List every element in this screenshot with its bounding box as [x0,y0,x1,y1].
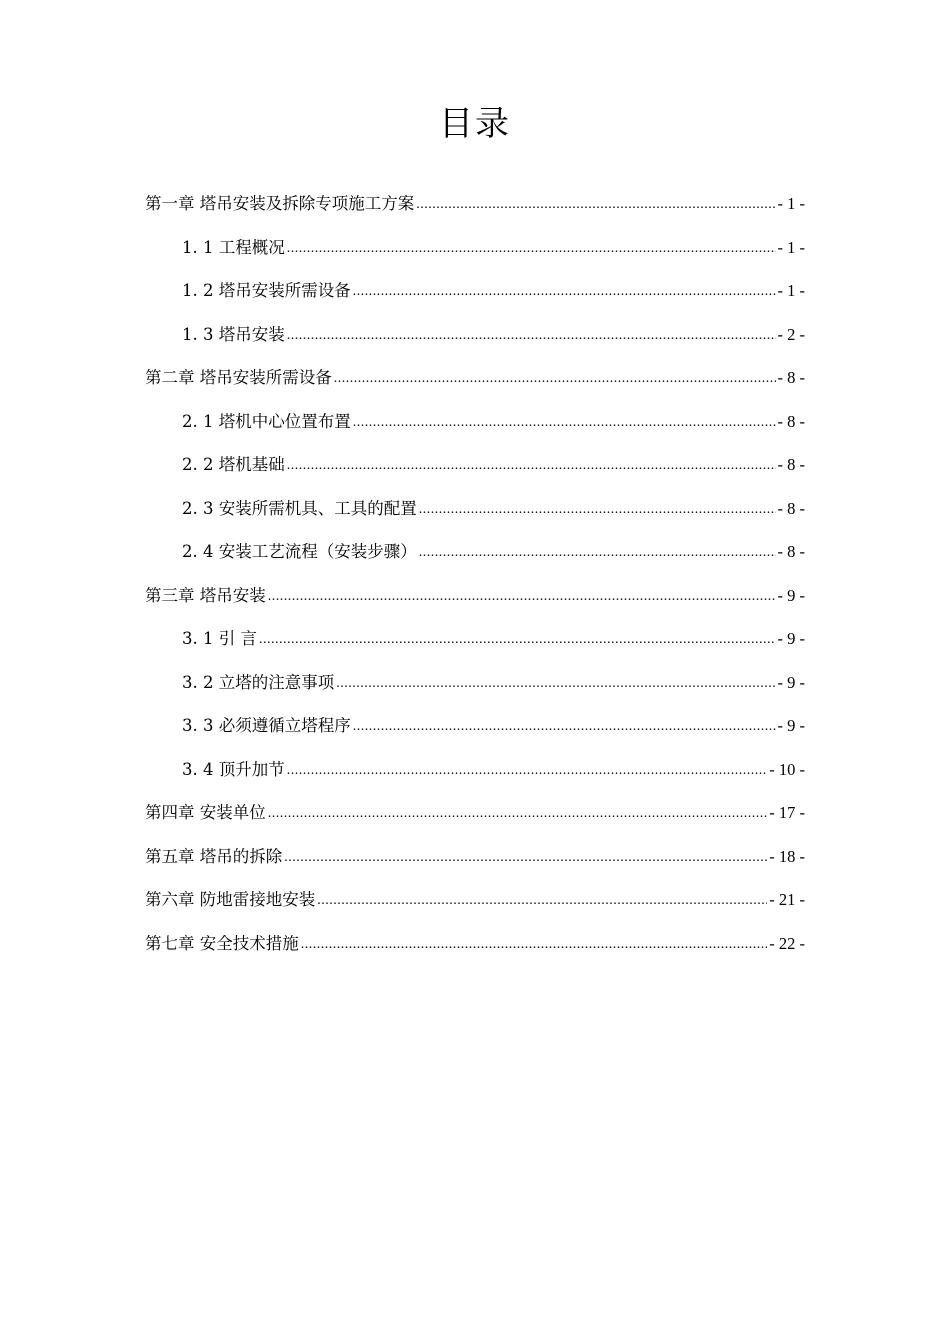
toc-entry[interactable] [145,313,805,357]
toc-entry[interactable] [145,530,805,574]
toc-entry-text: 2. 1 塔机中心位置布置 [182,411,351,431]
toc-dot-leader [287,227,776,271]
toc-entry-text: 第一章 塔吊安装及拆除专项施工方案 [145,194,415,213]
toc-page-number: - 1 - [777,237,805,257]
toc-dot-leader [334,357,776,401]
toc-dot-leader [353,705,776,749]
toc-dot-leader [419,488,776,532]
toc-page-number: - 8 - [777,542,805,561]
toc-dot-leader [301,923,768,967]
toc-entry[interactable] [145,356,805,400]
toc-dot-leader [268,792,768,836]
toc-page-number: - 9 - [777,585,805,605]
toc-page-number: - 1 - [777,194,805,213]
toc-dot-leader [336,662,775,706]
toc-entry-text: 第七章 安全技术措施 [145,933,299,953]
toc-entry-text: 3. 4 顶升加节 [182,759,285,779]
toc-entry-text: 3. 2 立塔的注意事项 [182,672,335,692]
toc-entry-text: 1. 2 塔吊安装所需设备 [182,281,351,300]
toc-dot-leader [353,401,776,445]
toc-entry[interactable] [145,487,805,531]
toc-entry-text: 2. 2 塔机基础 [182,455,285,474]
toc-entry-text: 第二章 塔吊安装所需设备 [145,368,332,387]
toc-page-number: - 9 - [777,672,805,692]
toc-page-number: - 1 - [777,281,805,300]
toc-dot-leader [419,531,776,575]
toc-entry[interactable] [145,748,805,792]
toc-entry-text: 2. 4 安装工艺流程（安装步骤） [182,542,417,561]
toc-entry-text: 第五章 塔吊的拆除 [145,846,283,866]
toc-dot-leader [284,836,767,880]
toc-entry[interactable] [145,182,805,226]
toc-title: 目录 [439,104,511,144]
toc-entry[interactable] [145,791,805,835]
toc-entry-text: 3. 1 引 言 [182,629,257,648]
toc-entry[interactable] [145,617,805,661]
toc-entry[interactable] [145,661,805,705]
toc-dot-leader [287,749,768,793]
toc-entry[interactable] [145,400,805,444]
toc-page-number: - 8 - [777,498,805,518]
toc-entry-text: 第四章 安装单位 [145,803,266,822]
toc-dot-leader [317,879,767,923]
toc-entry[interactable] [145,226,805,270]
toc-entry-text: 第三章 塔吊安装 [145,585,266,605]
toc-page-number: - 17 - [769,803,805,822]
toc-page-number: - 8 - [777,368,805,387]
toc-entry[interactable] [145,704,805,748]
toc-dot-leader [287,444,776,488]
toc-entry[interactable] [145,443,805,487]
toc-page-number: - 22 - [769,933,805,953]
toc-page-number: - 21 - [769,890,805,909]
toc-page-number: - 9 - [777,629,805,648]
toc-dot-leader [287,314,776,358]
toc-entry[interactable] [145,878,805,922]
toc-entry-text: 1. 1 工程概况 [182,237,285,257]
toc-page-number: - 8 - [777,411,805,431]
toc-entry-text: 1. 3 塔吊安装 [182,324,285,344]
toc-dot-leader [353,270,776,314]
toc-page-number: - 8 - [777,455,805,474]
toc-entry[interactable] [145,922,805,966]
toc-entry-text: 3. 3 必须遵循立塔程序 [182,716,351,735]
toc-entry[interactable] [145,835,805,879]
toc-page-number: - 18 - [769,846,805,866]
toc-page-number: - 10 - [769,759,805,779]
toc-dot-leader [416,183,775,227]
toc-entry-text: 第六章 防地雷接地安装 [145,890,316,909]
toc-page-number: - 2 - [777,324,805,344]
toc-entry[interactable] [145,269,805,313]
toc-dot-leader [268,575,776,619]
toc-entry-text: 2. 3 安装所需机具、工具的配置 [182,498,417,518]
toc-page-number: - 9 - [777,716,805,735]
toc-list [145,182,805,965]
toc-entry[interactable] [145,574,805,618]
toc-dot-leader [259,618,776,662]
